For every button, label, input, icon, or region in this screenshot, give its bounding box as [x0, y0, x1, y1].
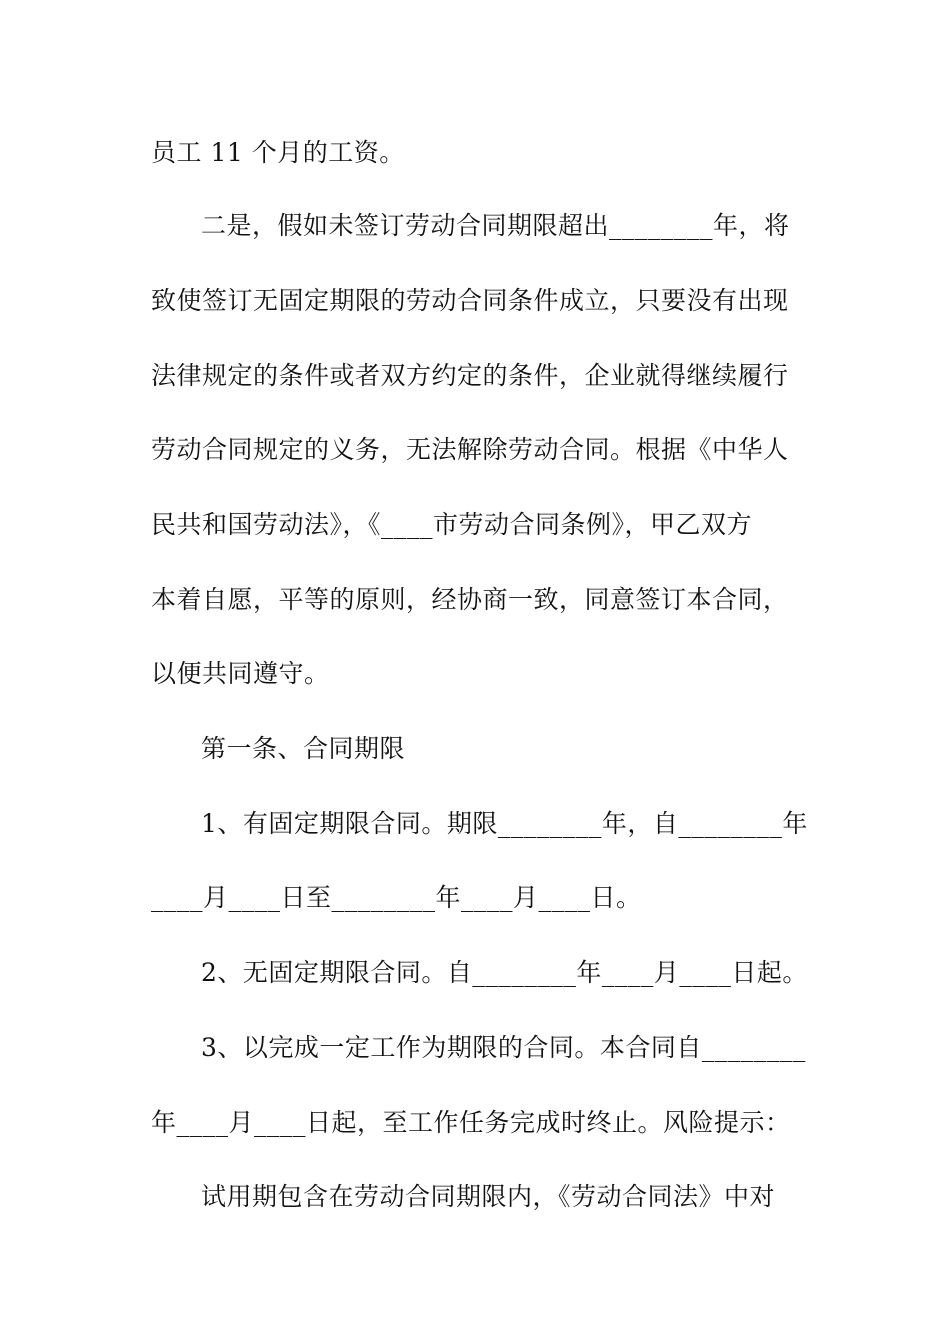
text-line: 致使签订无固定期限的劳动合同条件成立，只要没有出现: [151, 286, 789, 315]
text-line: 民共和国劳动法》，《____市劳动合同条例》，甲乙双方: [151, 510, 753, 539]
text-line: 试用期包含在劳动合同期限内，《劳动合同法》中对: [201, 1182, 776, 1211]
text-line: 本着自愿，平等的原则，经协商一致，同意签订本合同，: [151, 585, 789, 614]
text-line: ____月____日至________年____月____日。: [151, 883, 642, 912]
text-line: 1、有固定期限合同。期限________年，自________年: [201, 809, 808, 838]
text-line: 3、以完成一定工作为期限的合同。本合同自________: [201, 1033, 806, 1062]
text-line: 法律规定的条件或者双方约定的条件，企业就得继续履行: [151, 361, 789, 390]
text-line: 以便共同遵守。: [151, 659, 330, 688]
text-line: 员工 11 个月的工资。: [151, 138, 405, 167]
text-line: 年____月____日起，至工作任务完成时终止。风险提示：: [151, 1108, 791, 1137]
text-line: 劳动合同规定的义务，无法解除劳动合同。根据《中华人: [151, 435, 789, 464]
section-heading: 第一条、合同期限: [201, 734, 406, 763]
text-line: 2、无固定期限合同。自________年____月____日起。: [201, 958, 808, 987]
text-line: 二是，假如未签订劳动合同期限超出________年，将: [201, 211, 790, 240]
